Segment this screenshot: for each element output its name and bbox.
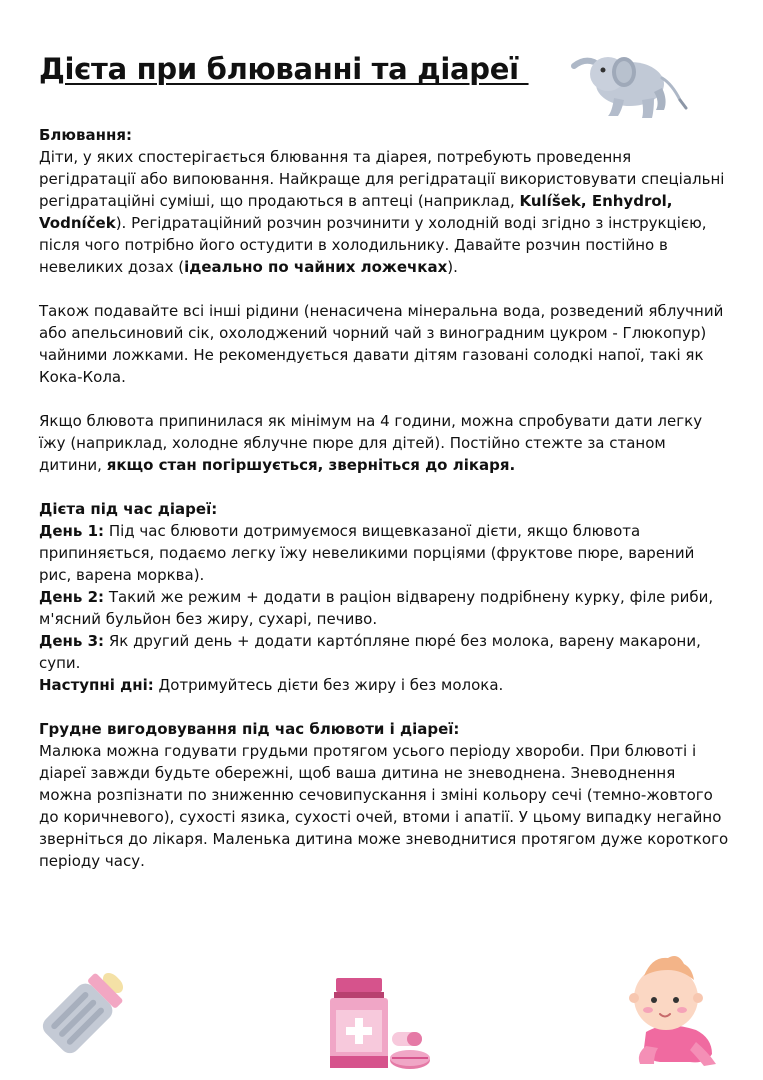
day-label: День 3: xyxy=(39,632,105,650)
breastfeeding-heading: Грудне вигодовування під час блювоти і діареї: xyxy=(39,720,460,738)
day-text: Під час блювоти дотримуємося вищевказаної дієти, якщо блювота припиняється, подаємо легку їжу невеликими порціями (фруктове пюре, варений рис, варена морква). xyxy=(39,522,695,584)
day-label: День 1: xyxy=(39,522,105,540)
day-label: День 2: xyxy=(39,588,105,606)
diarrhea-heading: Дієта під час діареї: xyxy=(39,500,218,518)
vomiting-paragraph-1b: ). Регідратаційний розчин розчинити у холодній воді згідно з інструкцією, після чого потрібно його остудити в холодильнику. Давайте розчин постійно в невеликих дозах ( xyxy=(39,214,707,276)
document-body xyxy=(39,124,729,872)
day-label: Наступні дні: xyxy=(39,676,154,694)
elephant-icon xyxy=(568,40,692,124)
day-2-item xyxy=(39,588,713,628)
day-text: Дотримуйтесь дієти без жиру і без молока. xyxy=(153,676,504,694)
vomiting-paragraph-3a: Якщо блювота припинилася як мінімум на 4 години, можна спробувати дати легку їжу (наприклад, холодне яблучне пюре для дітей). Постійно стежте за станом дитини, xyxy=(39,412,703,474)
medicine-jar-icon xyxy=(326,974,436,1072)
doctor-warning: якщо стан погіршується, зверніться до лікаря. xyxy=(106,456,516,474)
day-text: Такий же режим + додати в раціон відварену подрібнену курку, філе риби, м'ясний бульйон без жиру, сухарі, печиво. xyxy=(39,588,714,628)
breastfeeding-paragraph: Малюка можна годувати грудьми протягом усього періоду хвороби. При блювоті і діареї завжди будьте обережні, щоб ваша дитина не зневоднена. Зневоднення можна розпізнати по зниженню сечовипускання і зміні кольору сечі (темно-жовтого до коричневого), сухості язика, сухості очей, втоми і апатії. У цьому випадку негайно зверніться до лікаря. Маленька дитина може зневоднитися протягом дуже короткого періоду часу. xyxy=(39,742,729,870)
day-text: Як другий день + додати картóпляне пюрé без молока, варену макарони, супи. xyxy=(39,632,701,672)
vomiting-paragraph-1c: ). xyxy=(447,258,458,276)
vomiting-heading: Блювання: xyxy=(39,126,132,144)
day-3-item xyxy=(39,632,701,672)
baby-bottle-icon xyxy=(34,962,134,1062)
day-1-item xyxy=(39,522,694,584)
rehydration-products: Kulíšek, Enhydrol, Vodníček xyxy=(39,192,673,232)
vomiting-paragraph-2: Також подавайте всі інші рідини (ненасичена мінеральна вода, розведений яблучний або апельсиновий сік, охолоджений чорний чай з виноградним цукром - Глюкопур) чайними ложками. Не рекомендується давати дітям газовані солодкі напої, такі як Кока-Кола. xyxy=(39,302,724,386)
crawling-baby-icon xyxy=(616,950,728,1072)
next-days-item xyxy=(39,676,503,694)
teaspoon-advice: ідеально по чайних ложечках xyxy=(184,258,448,276)
page-title: Дієта при блюванні та діареї xyxy=(39,52,529,86)
vomiting-paragraph-1a: Діти, у яких спостерігається блювання та діарея, потребують проведення регідратації або випоювання. Найкраще для регідратації використовувати спеціальні регідратаційні суміші, що продаються в аптеці (наприклад, xyxy=(39,148,725,210)
